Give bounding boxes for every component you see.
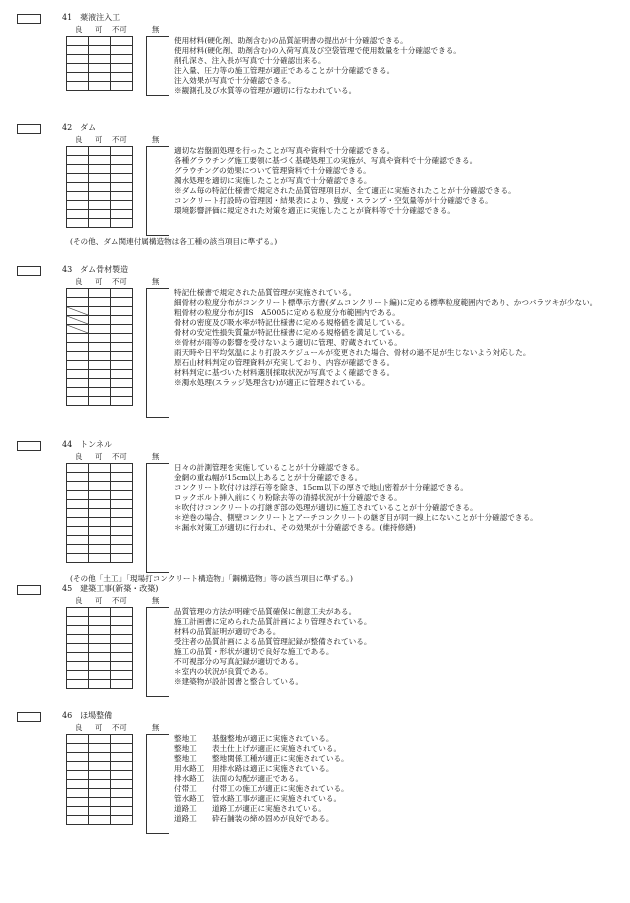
rating-cell[interactable] [67,527,89,536]
rating-cell[interactable] [67,626,89,635]
header-fuka: 不可 [112,723,127,732]
rating-cell[interactable] [89,156,111,165]
rating-cell[interactable] [89,680,111,689]
rating-cell[interactable] [89,536,111,545]
rating-cell[interactable] [111,644,133,653]
rating-cell[interactable] [89,626,111,635]
item-list [174,36,619,96]
rating-cell[interactable] [67,352,89,361]
rating-cell[interactable] [111,343,133,352]
rating-cell[interactable] [67,771,89,780]
list-item: 使用材料(硬化剤、助剤含む)の品質証明書の提出が十分確認できる。 [174,36,408,45]
list-item: 施工の品質・形状が適切で良好な施工である。 [174,647,334,656]
rating-cell[interactable] [67,816,89,825]
header-fuka: 不可 [112,277,127,286]
rating-cell[interactable] [111,807,133,816]
rating-cell[interactable] [111,289,133,298]
rating-grid [66,734,133,825]
rating-cell[interactable] [89,379,111,388]
rating-cell[interactable] [89,388,111,397]
list-item: ※濁水処理(スラッジ処理含む)が適正に管理されている。 [174,378,370,387]
list-item: 付帯工 付帯工の施工が適正に実施されている。 [174,784,349,793]
list-item: ※観測孔及び水質等の管理が適切に行なわれている。 [174,86,357,95]
list-item: 整地工 整地関係工種が適正に実施されている。 [174,754,349,763]
header-ka: 可 [95,277,103,286]
header-fuka: 不可 [112,452,127,461]
none-column-box[interactable] [146,463,169,573]
list-item: 粗骨材の粒度分布がJIS A5005に定める粒度分布範囲内である。 [174,308,400,317]
rating-cell[interactable] [89,183,111,192]
rating-cell[interactable] [111,73,133,82]
item-list [174,146,619,216]
rating-cell[interactable] [67,343,89,352]
rating-grid [66,463,133,563]
rating-cell[interactable] [67,608,89,617]
rating-grid [66,146,133,228]
rating-cell[interactable] [89,671,111,680]
rating-cell[interactable] [89,370,111,379]
rating-cell[interactable] [67,316,89,325]
rating-cell[interactable] [111,608,133,617]
rating-cell[interactable] [89,201,111,210]
rating-cell[interactable] [89,192,111,201]
item-list [174,463,619,533]
rating-cell[interactable] [67,744,89,753]
rating-cell[interactable] [111,147,133,156]
rating-cell[interactable] [89,473,111,482]
rating-cell[interactable] [111,735,133,744]
rating-cell[interactable] [67,156,89,165]
rating-grid [66,607,133,689]
header-mu: 無 [152,135,160,144]
rating-cell[interactable] [89,653,111,662]
list-item: 施工計画書に定められた品質計画により管理されている。 [174,617,372,626]
rating-cell[interactable] [89,343,111,352]
rating-cell[interactable] [111,626,133,635]
item-list [174,288,619,388]
section-title: 46 ほ場整備 [62,711,113,720]
rating-cell[interactable] [89,73,111,82]
header-mu: 無 [152,596,160,605]
list-item: 用水路工 用排水路は適正に実施されている。 [174,764,334,773]
rating-cell[interactable] [67,482,89,491]
rating-cell[interactable] [111,37,133,46]
rating-cell[interactable] [89,545,111,554]
rating-cell[interactable] [111,64,133,73]
section-checkbox[interactable] [17,14,41,24]
rating-cell[interactable] [67,73,89,82]
rating-cell[interactable] [67,82,89,91]
list-item: ロックボルト挿入前にくり粉除去等の清掃状況が十分確認できる。 [174,493,402,502]
rating-cell[interactable] [89,527,111,536]
rating-cell[interactable] [89,165,111,174]
rating-cell[interactable] [67,298,89,307]
rating-cell[interactable] [111,762,133,771]
list-item: ＊逆巻の場合、側壁コンクリートとアーチコンクリートの継ぎ目が同一線上にないことが十分確認できる。 [174,513,538,522]
rating-cell[interactable] [67,635,89,644]
rating-cell[interactable] [111,165,133,174]
none-column-box[interactable] [146,36,169,96]
rating-cell[interactable] [89,46,111,55]
rating-cell[interactable] [111,55,133,64]
rating-cell[interactable] [67,64,89,73]
rating-cell[interactable] [111,82,133,91]
rating-cell[interactable] [111,662,133,671]
rating-cell[interactable] [89,798,111,807]
rating-cell[interactable] [67,554,89,563]
rating-cell[interactable] [111,518,133,527]
list-item: ※骨材が雨等の影響を受けないよう適切に管理、貯蔵されている。 [174,338,402,347]
section-checkbox[interactable] [17,124,41,134]
rating-cell[interactable] [89,174,111,183]
rating-cell[interactable] [67,653,89,662]
rating-cell[interactable] [111,464,133,473]
rating-cell[interactable] [111,307,133,316]
rating-cell[interactable] [111,545,133,554]
rating-cell[interactable] [89,289,111,298]
rating-cell[interactable] [111,671,133,680]
rating-cell[interactable] [111,334,133,343]
rating-cell[interactable] [67,289,89,298]
rating-cell[interactable] [89,617,111,626]
list-item: 骨材の安定性損失質量が特記仕様書に定める規格値を満足している。 [174,328,410,337]
rating-grid [66,288,133,406]
rating-cell[interactable] [89,219,111,228]
section-title: 45 建築工事(新築・改築) [62,584,159,593]
rating-cell[interactable] [67,325,89,334]
rating-cell[interactable] [67,644,89,653]
list-item: 品質管理の方法が明確で品質確保に創意工夫がある。 [174,607,357,616]
section-title: 43 ダム骨材製造 [62,265,129,274]
rating-cell[interactable] [67,671,89,680]
list-item: 細骨材の粒度分布がコンクリート標準示方書(ダムコンクリート編)に定める標準粒度範囲内であり、かつバラツキが少ない。 [174,298,598,307]
rating-cell[interactable] [89,352,111,361]
list-item: 骨材の密度及び吸水率が特記仕様書に定める規格値を満足している。 [174,318,410,327]
rating-cell[interactable] [111,298,133,307]
rating-cell[interactable] [111,554,133,563]
list-item: 整地工 表土仕上げが適正に実施されている。 [174,744,342,753]
rating-cell[interactable] [89,771,111,780]
rating-cell[interactable] [111,397,133,406]
list-item: 削孔深さ、注入長が写真で十分確認出来る。 [174,56,326,65]
section-checkbox[interactable] [17,266,41,276]
header-ka: 可 [95,452,103,461]
section-title: 42 ダム [62,123,97,132]
rating-cell[interactable] [67,735,89,744]
rating-cell[interactable] [111,789,133,798]
rating-cell[interactable] [67,307,89,316]
rating-cell[interactable] [67,219,89,228]
rating-cell[interactable] [67,473,89,482]
rating-cell[interactable] [89,55,111,64]
rating-cell[interactable] [67,491,89,500]
rating-cell[interactable] [89,816,111,825]
rating-cell[interactable] [111,617,133,626]
header-ryo: 良 [75,723,83,732]
section-note: (その他「土工」「現場打コンクリート構造物」「鋼構造物」等の該当項目に準ずる。) [70,574,353,583]
list-item: コンクリート吹付けは浮石等を除き、15cm以下の厚さで地山密着が十分確認できる。 [174,483,469,492]
rating-cell[interactable] [67,334,89,343]
rating-cell[interactable] [89,635,111,644]
list-item: ＊室内の状況が良質である。 [174,667,273,676]
rating-cell[interactable] [111,46,133,55]
rating-cell[interactable] [111,635,133,644]
list-item: グラウチングの効果について管理資料で十分確認できる。 [174,166,371,175]
rating-cell[interactable] [111,500,133,509]
section-title: 44 トンネル [62,440,112,449]
rating-cell[interactable] [67,37,89,46]
rating-cell[interactable] [67,397,89,406]
rating-cell[interactable] [89,464,111,473]
section-checkbox[interactable] [17,441,41,451]
list-item: 環境影響評価に規定された対策を適正に実施したことが資料等で十分確認できる。 [174,206,455,215]
rating-cell[interactable] [67,147,89,156]
section-title: 41 薬液注入工 [62,13,121,22]
header-mu: 無 [152,277,160,286]
list-item: 日々の計測管理を実施していることが十分確認できる。 [174,463,364,472]
rating-cell[interactable] [67,379,89,388]
rating-cell[interactable] [67,500,89,509]
rating-cell[interactable] [111,192,133,201]
rating-cell[interactable] [111,798,133,807]
rating-cell[interactable] [111,379,133,388]
rating-cell[interactable] [67,680,89,689]
rating-cell[interactable] [111,210,133,219]
rating-cell[interactable] [111,352,133,361]
list-item: 注入効果が写真で十分確認できる。 [174,76,296,85]
rating-cell[interactable] [111,509,133,518]
rating-cell[interactable] [67,807,89,816]
list-item: 各種グラウチング施工要領に基づく基礎処理工の実施が、写真や資料で十分確認できる。 [174,156,478,165]
rating-cell[interactable] [89,518,111,527]
rating-cell[interactable] [89,37,111,46]
list-item: ※ダム毎の特記仕様書で規定された品質管理項目が、全て適正に実施されたことが十分確認できる。 [174,186,516,195]
rating-cell[interactable] [67,165,89,174]
rating-cell[interactable] [67,545,89,554]
rating-cell[interactable] [67,55,89,64]
list-item: 適切な岩盤面処理を行ったことが写真や資料で十分確認できる。 [174,146,395,155]
section-checkbox[interactable] [17,585,41,595]
rating-cell[interactable] [89,325,111,334]
header-ryo: 良 [75,277,83,286]
rating-cell[interactable] [111,325,133,334]
header-ryo: 良 [75,596,83,605]
header-mu: 無 [152,25,160,34]
rating-cell[interactable] [89,210,111,219]
rating-cell[interactable] [89,744,111,753]
rating-cell[interactable] [89,316,111,325]
rating-cell[interactable] [67,617,89,626]
rating-cell[interactable] [111,816,133,825]
rating-cell[interactable] [67,753,89,762]
rating-cell[interactable] [111,219,133,228]
rating-cell[interactable] [67,509,89,518]
rating-cell[interactable] [89,509,111,518]
rating-cell[interactable] [89,662,111,671]
rating-cell[interactable] [111,527,133,536]
section-checkbox[interactable] [17,712,41,722]
rating-cell[interactable] [111,780,133,789]
rating-cell[interactable] [111,771,133,780]
rating-cell[interactable] [111,316,133,325]
header-fuka: 不可 [112,596,127,605]
rating-cell[interactable] [111,653,133,662]
rating-cell[interactable] [89,608,111,617]
rating-cell[interactable] [89,482,111,491]
list-item: 道路工 砕石舗装の締め固めが良好である。 [174,814,334,823]
header-mu: 無 [152,452,160,461]
item-list [174,734,619,824]
rating-cell[interactable] [67,174,89,183]
header-ryo: 良 [75,452,83,461]
rating-cell[interactable] [89,789,111,798]
rating-cell[interactable] [111,201,133,210]
rating-cell[interactable] [89,397,111,406]
list-item: 注入量、圧力等の施工管理が適正であることが十分確認できる。 [174,66,395,75]
list-item: ※建築物が設計図書と整合している。 [174,677,304,686]
rating-cell[interactable] [67,388,89,397]
list-item: 濁水処理を適切に実施したことが写真で十分確認できる。 [174,176,372,185]
list-item: コンクリート打設時の管理図・結果表により、強度・スランプ・空気量等が十分確認できる。 [174,196,493,205]
rating-cell[interactable] [89,500,111,509]
list-item: 受注者の品質計画による品質管理記録が整備されている。 [174,637,372,646]
rating-cell[interactable] [111,183,133,192]
rating-cell[interactable] [67,789,89,798]
rating-cell[interactable] [89,64,111,73]
rating-cell[interactable] [89,753,111,762]
rating-cell[interactable] [67,536,89,545]
rating-cell[interactable] [111,680,133,689]
list-item: ＊吹付けコンクリートの打継ぎ部の処理が適切に施工されていることが十分確認できる。 [174,503,478,512]
list-item: 特記仕様書で規定された品質管理が実施されている。 [174,288,357,297]
rating-cell[interactable] [67,662,89,671]
rating-cell[interactable] [111,536,133,545]
rating-cell[interactable] [89,298,111,307]
list-item: 原石山材料判定の管理資料が充実しており、内容が確認できる。 [174,358,395,367]
none-column-box[interactable] [146,146,169,236]
rating-cell[interactable] [89,644,111,653]
rating-cell[interactable] [89,762,111,771]
list-item: 使用材料(硬化剤、助剤含む)の入荷写真及び空袋管理で使用数量を十分確認できる。 [174,46,461,55]
rating-cell[interactable] [67,518,89,527]
none-column-box[interactable] [146,607,169,697]
rating-cell[interactable] [111,156,133,165]
rating-cell[interactable] [89,735,111,744]
rating-cell[interactable] [67,762,89,771]
list-item: 不可視部分の写真記録が適切である。 [174,657,304,666]
rating-cell[interactable] [89,82,111,91]
rating-cell[interactable] [89,334,111,343]
header-ryo: 良 [75,135,83,144]
rating-cell[interactable] [67,192,89,201]
rating-cell[interactable] [111,753,133,762]
rating-cell[interactable] [67,210,89,219]
rating-cell[interactable] [111,473,133,482]
rating-cell[interactable] [111,370,133,379]
header-ka: 可 [95,135,103,144]
rating-cell[interactable] [67,361,89,370]
list-item: 雨天時や日平均気温により打設スケジュールが変更された場合、骨材の過不足が生じないよう対応した。 [174,348,531,357]
rating-cell[interactable] [89,491,111,500]
list-item: 道路工 道路工が適正に実施されている。 [174,804,326,813]
rating-cell[interactable] [111,491,133,500]
list-item: 排水路工 法面の勾配が適正である。 [174,774,304,783]
none-column-box[interactable] [146,288,169,418]
rating-cell[interactable] [89,361,111,370]
rating-cell[interactable] [89,780,111,789]
item-list [174,607,619,687]
rating-cell[interactable] [111,482,133,491]
section-note: (その他、ダム関連付属構造物は各工種の該当項目に準ずる。) [70,237,278,246]
rating-cell[interactable] [111,361,133,370]
rating-grid [66,36,133,91]
header-ka: 可 [95,25,103,34]
list-item: 金網の重ね幅が15cm以上あることが十分確認できる。 [174,473,363,482]
rating-cell[interactable] [111,174,133,183]
list-item: 材料判定に基づいた材料選別採取状況が写真でよく確認できる。 [174,368,395,377]
rating-cell[interactable] [89,307,111,316]
rating-cell[interactable] [111,744,133,753]
rating-cell[interactable] [89,554,111,563]
rating-cell[interactable] [67,464,89,473]
rating-cell[interactable] [67,780,89,789]
rating-cell[interactable] [67,183,89,192]
rating-cell[interactable] [67,201,89,210]
header-ryo: 良 [75,25,83,34]
rating-cell[interactable] [89,147,111,156]
header-ka: 可 [95,596,103,605]
rating-cell[interactable] [67,370,89,379]
rating-cell[interactable] [67,46,89,55]
rating-cell[interactable] [89,807,111,816]
header-fuka: 不可 [112,25,127,34]
rating-cell[interactable] [67,798,89,807]
header-fuka: 不可 [112,135,127,144]
header-mu: 無 [152,723,160,732]
list-item: 整地工 基盤整地が適正に実施されている。 [174,734,334,743]
list-item: 管水路工 管水路工事が適正に実施されている。 [174,794,342,803]
none-column-box[interactable] [146,734,169,834]
list-item: 材料の品質証明が適切である。 [174,627,281,636]
list-item: ＊漏水対策工が適切に行われ、その効果が十分確認できる。(維持修繕) [174,523,416,532]
rating-cell[interactable] [111,388,133,397]
header-ka: 可 [95,723,103,732]
